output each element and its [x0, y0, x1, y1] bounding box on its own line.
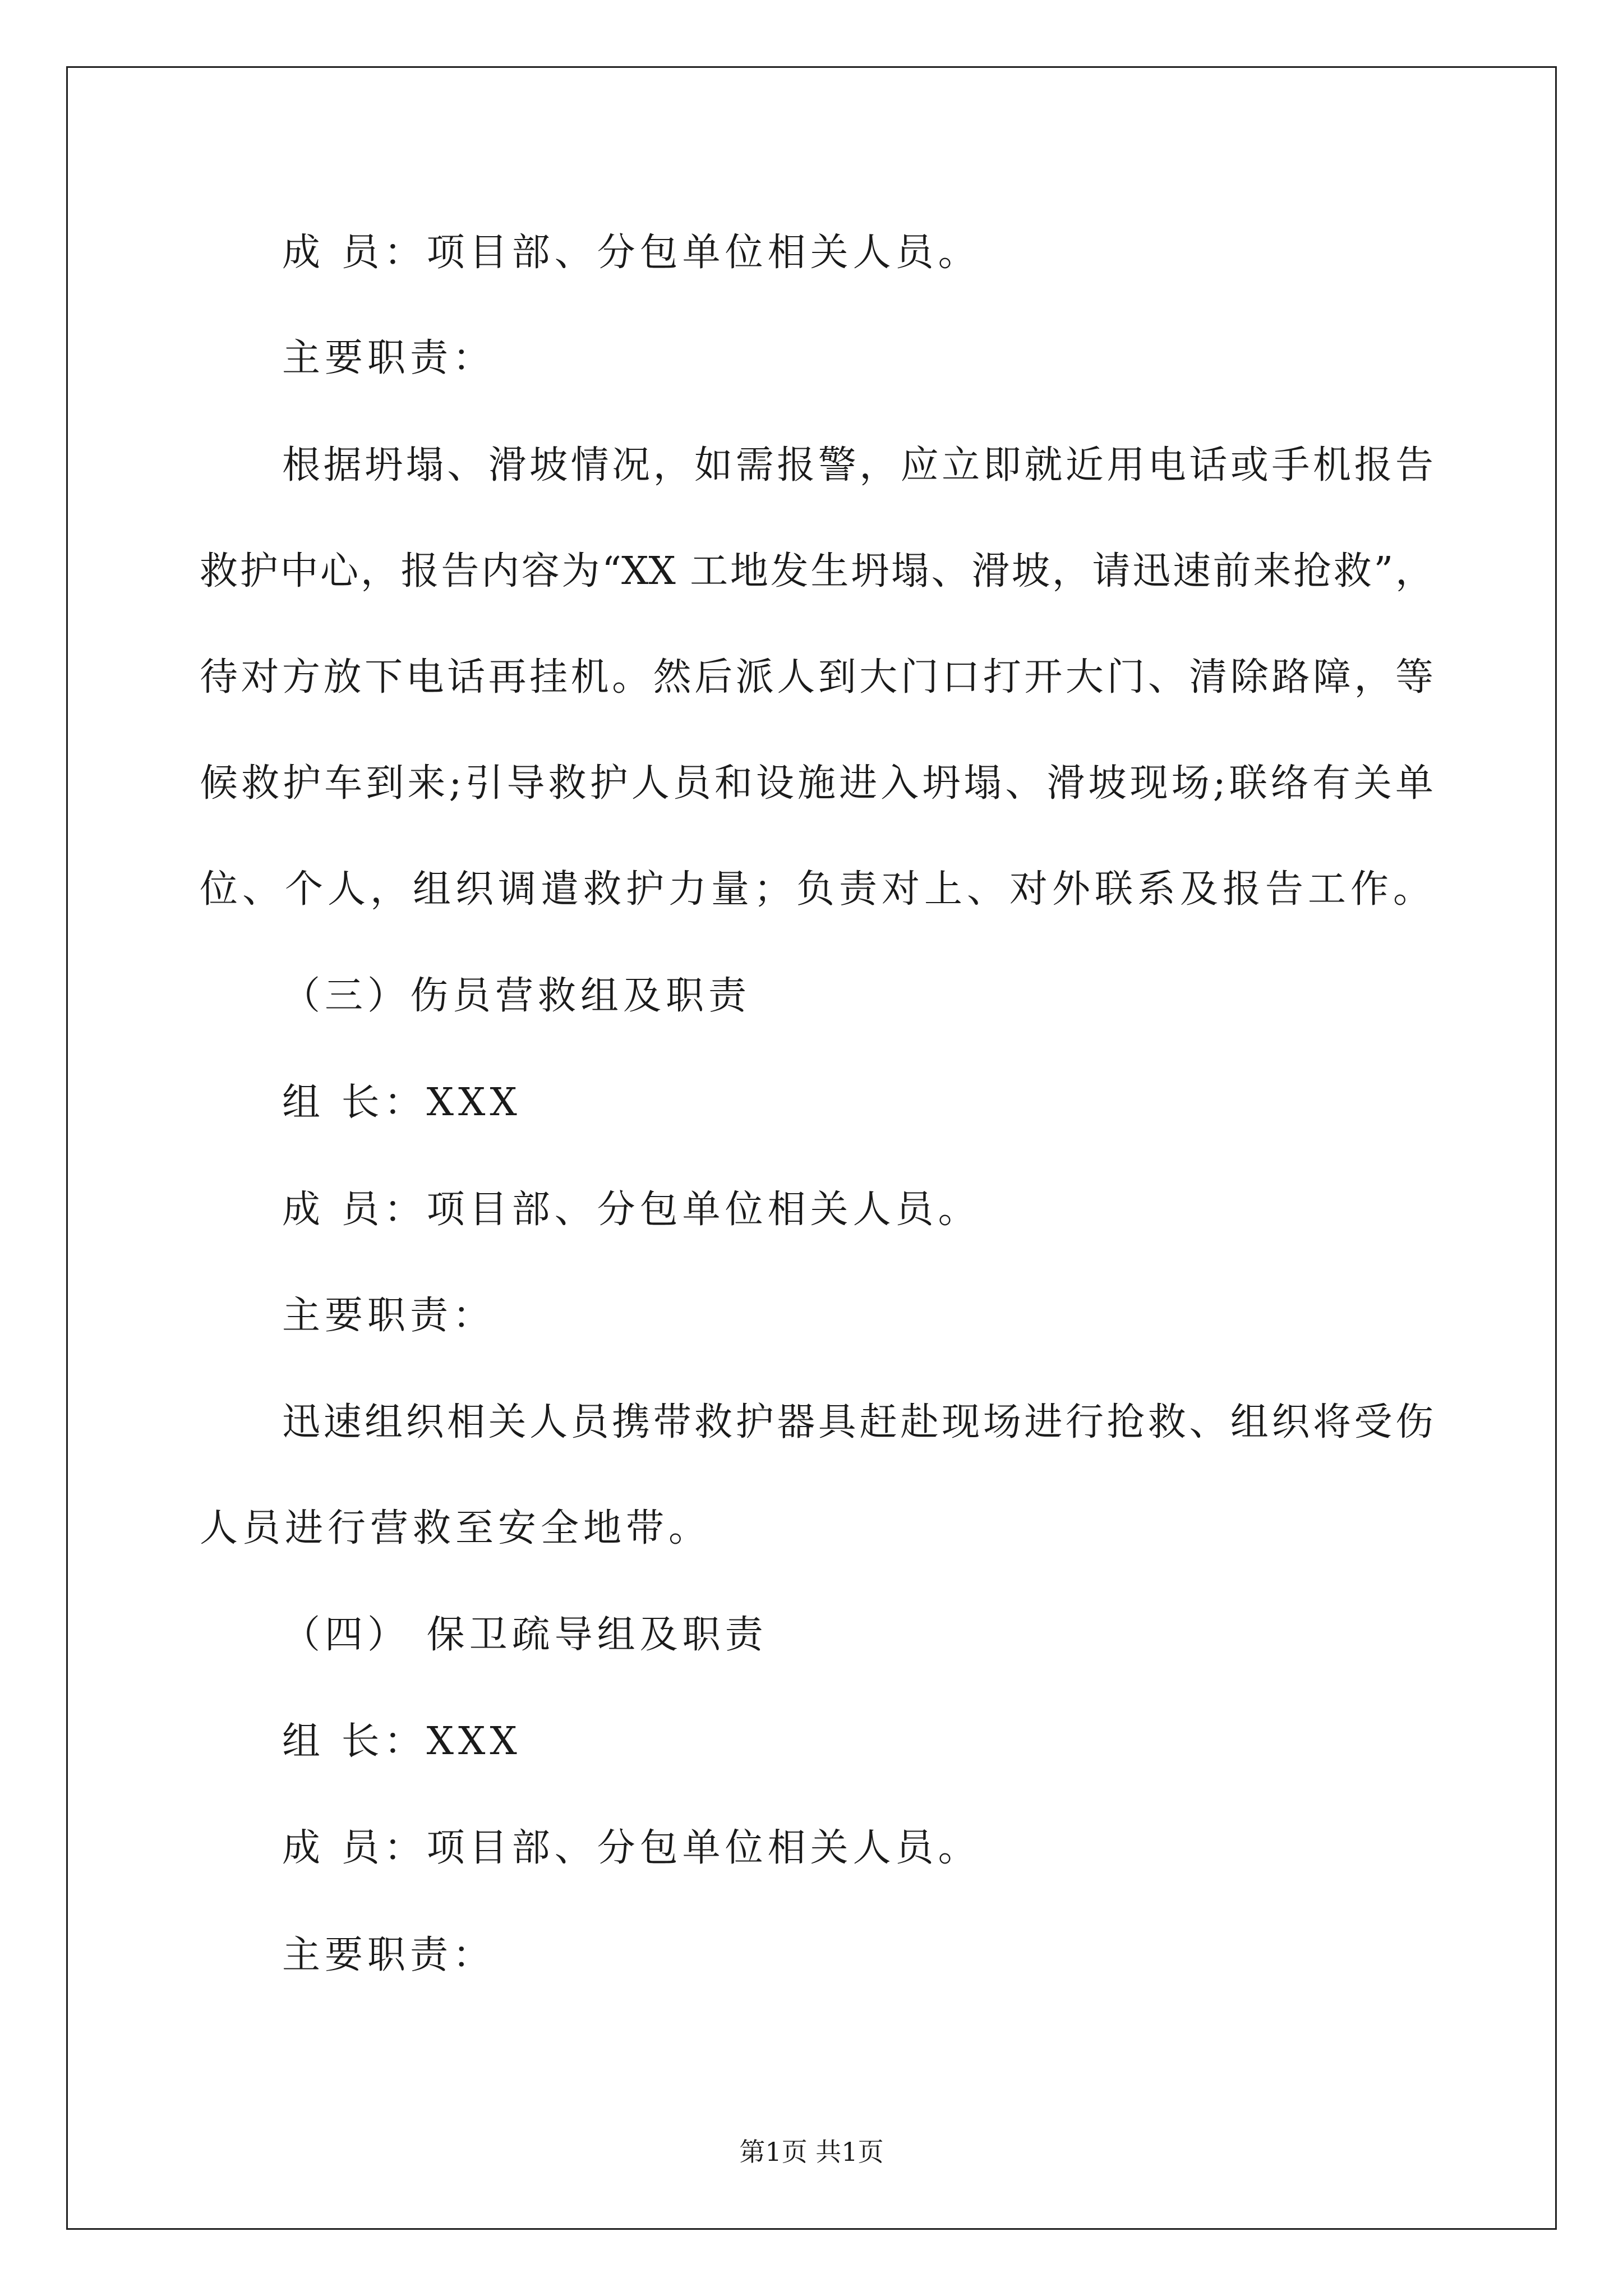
section-heading: （三）伤员营救组及职责: [282, 974, 751, 1018]
text-line: 位、个人，组织调遣救护力量；负责对上、对外联系及报告工作。: [200, 867, 1436, 912]
page-border: [66, 66, 1557, 2230]
text-line: 根据坍塌、滑坡情况，如需报警，应立即就近用电话或手机报告: [282, 443, 1433, 487]
text-line: 成 员：项目部、分包单位相关人员。: [282, 231, 981, 275]
text-line: 迅速组织相关人员携带救护器具赶赴现场进行抢救、组织将受伤: [282, 1400, 1433, 1444]
text-line: 成 员：项目部、分包单位相关人员。: [282, 1188, 981, 1232]
text-line: 待对方放下电话再挂机。然后派人到大门口打开大门、清除路障，等: [200, 655, 1433, 700]
text-line: 主要职责：: [282, 336, 496, 380]
text-line: 成 员：项目部、分包单位相关人员。: [282, 1826, 981, 1870]
text-line: 救护中心，报告内容为“XX 工地发生坍塌、滑坡，请迅速前来抢救”，: [200, 549, 1433, 593]
text-line: 组 长：XXX: [282, 1719, 522, 1764]
text-line: 组 长：XXX: [282, 1080, 522, 1125]
text-line: 主要职责：: [282, 1933, 496, 1977]
text-line: 人员进行营救至安全地带。: [200, 1506, 712, 1550]
page-footer: 第1页 共1页: [739, 2137, 884, 2167]
section-heading: （四） 保卫疏导组及职责: [282, 1613, 768, 1657]
text-line: 候救护车到来;引导救护人员和设施进入坍塌、滑坡现场;联络有关单: [200, 761, 1433, 806]
text-line: 主要职责：: [282, 1294, 496, 1338]
